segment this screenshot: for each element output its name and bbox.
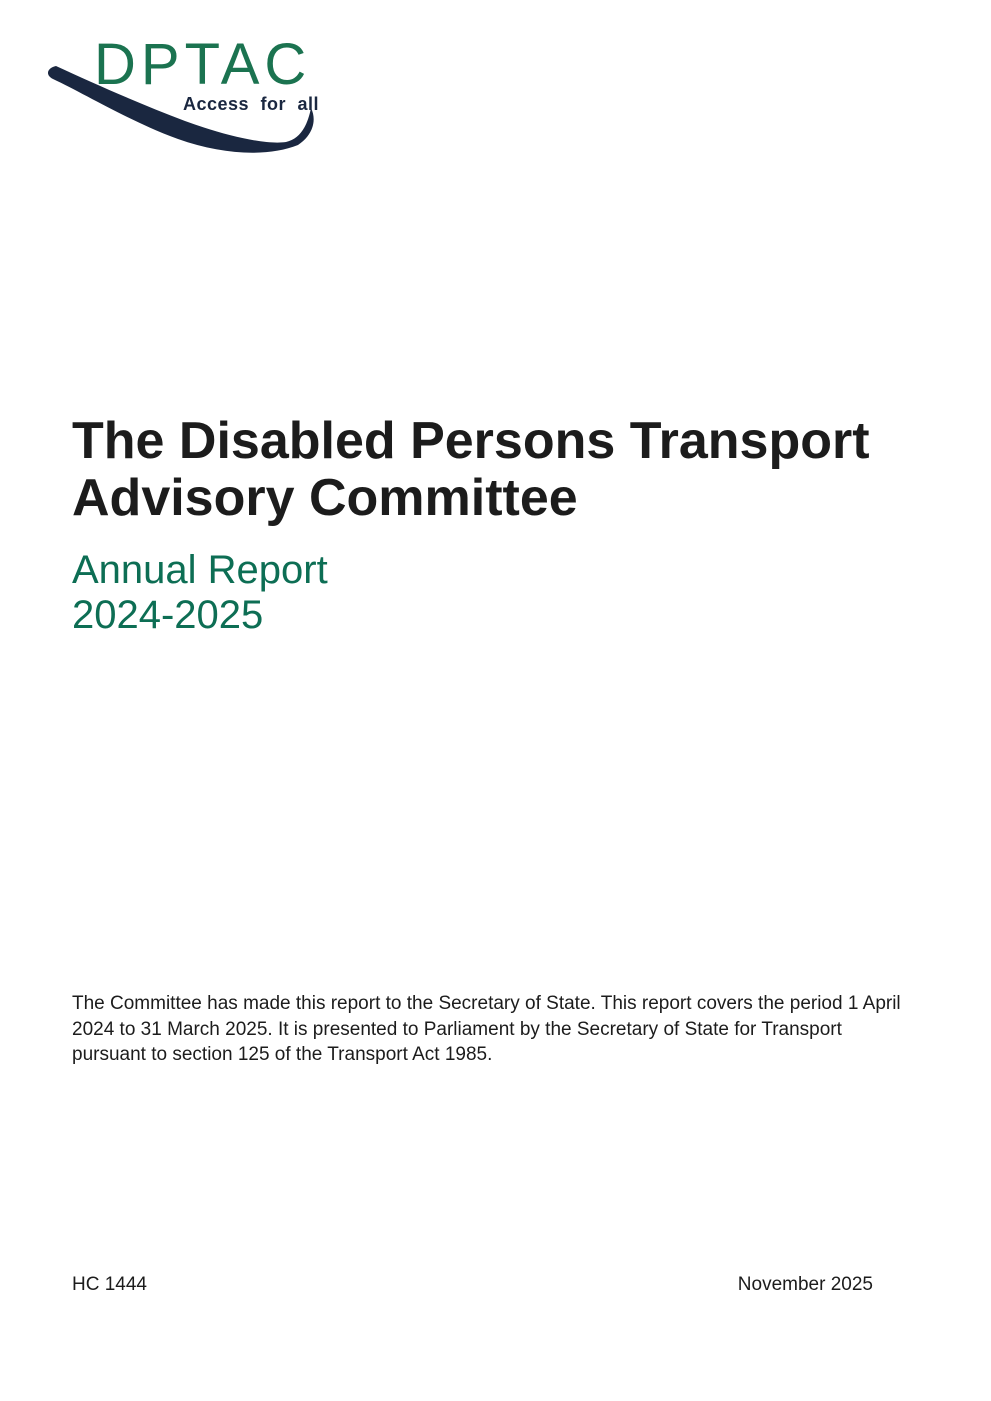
page-footer (72, 1272, 919, 1297)
logo-wordmark: DPTAC (94, 32, 312, 97)
dptac-logo (0, 0, 360, 180)
publication-date: November 2025 (737, 1274, 873, 1295)
subtitle-years: 2024-2025 (72, 593, 264, 637)
presentation-paragraph: The Committee has made this report to the Secretary of State. This report covers the period 1 April 2024 to 31 March 2025. It is presented to Parliament by the Secretary of State for Transport pursuant to section 125 of the Transport Act 1985. (72, 993, 901, 1065)
report-subtitle (72, 548, 328, 638)
hc-reference: HC 1444 (72, 1274, 147, 1295)
logo-tagline: Access for all (183, 94, 320, 114)
report-title: The Disabled Persons Transport Advisory Committee (72, 412, 870, 527)
subtitle-annual-report: Annual Report (72, 548, 328, 592)
